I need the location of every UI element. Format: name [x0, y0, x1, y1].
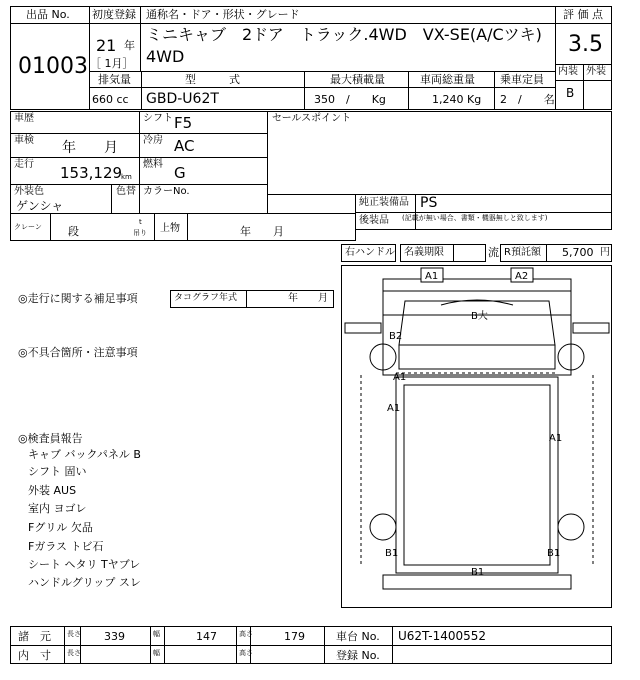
mark-b1-right-rear: B1 — [547, 548, 561, 559]
length-label: 長さ — [67, 630, 81, 638]
name-label: 通称名・ドア・形状・グレード — [146, 8, 300, 21]
grade-label: 評 価 点 — [563, 8, 603, 21]
first-reg-year: 21 — [96, 36, 117, 55]
r-tax-value: 5,700 — [562, 246, 594, 259]
grade-value: 3.5 — [568, 32, 603, 57]
right-hand-label: 右ハンドル — [345, 247, 395, 258]
height-label: 高さ — [239, 630, 253, 638]
color-no-label: 色替 — [116, 186, 136, 197]
crane-stage: 段 — [68, 225, 79, 238]
flow-label: 流 — [488, 246, 499, 259]
inspection-value: 年 月 — [62, 140, 118, 156]
shift-label: シフト — [143, 113, 173, 124]
ext-color-value: ゲンシャ — [16, 199, 64, 213]
body-value: 年 月 — [240, 225, 284, 238]
chassis-value: U62T-1400552 — [398, 629, 487, 643]
width-label: 幅 — [153, 630, 160, 638]
sales-point-label: セールスポイント — [272, 113, 352, 124]
color-code-label: カラーNo. — [143, 186, 190, 197]
displacement-value: 660 cc — [92, 93, 129, 106]
displacement-label: 排気量 — [98, 73, 131, 86]
model-value: GBD-U62T — [146, 91, 219, 107]
year-unit: 年 — [124, 39, 135, 52]
int-length-label: 長さ — [67, 649, 81, 657]
int-width-label: 幅 — [153, 649, 160, 657]
body-label: 上物 — [160, 223, 180, 234]
mileage-label: 走行 — [14, 159, 34, 170]
driving-remarks-title: ◎走行に関する補足事項 — [18, 292, 138, 305]
oem-value: PS — [420, 195, 438, 211]
mark-a1-left-door: A1 — [393, 372, 407, 383]
int-height-label: 高さ — [239, 649, 253, 657]
crane-label: クレーン — [14, 223, 42, 231]
mark-a1-front-left: A1 — [425, 271, 439, 282]
mark-b1-left-rear: B1 — [385, 548, 399, 559]
length-value: 339 — [104, 630, 125, 643]
max-load-value: 350 / Kg — [314, 93, 386, 106]
mark-b1-rear: B1 — [471, 567, 485, 578]
yen-label: 円 — [600, 247, 610, 258]
shift-value: F5 — [174, 114, 193, 132]
inspector-line-7: シート ヘタリ Tヤブレ — [28, 558, 141, 571]
ac-value: AC — [174, 137, 195, 155]
reg-no-label: 登録 No. — [336, 649, 380, 662]
max-load-label: 最大積載量 — [330, 73, 385, 86]
aftermarket-label: 後装品 — [359, 215, 389, 226]
oem-label: 純正装備品 — [359, 197, 409, 208]
truck-diagram — [341, 265, 612, 608]
mileage-unit: km — [121, 173, 132, 181]
mark-b-large-roof: B大 — [471, 311, 488, 322]
inspector-line-6: Fガラス トビ石 — [28, 540, 104, 553]
interior-grade: B — [566, 86, 575, 100]
car-name-line2: 4WD — [146, 47, 185, 66]
crane-hang: 吊り — [133, 229, 147, 237]
model-label: 型 式 — [185, 73, 240, 86]
crane-row — [10, 213, 356, 241]
ext-color-label: 外装色 — [14, 186, 44, 197]
chassis-label: 車台 No. — [336, 630, 380, 643]
specs-label: 諸 元 — [18, 630, 51, 643]
mileage-value: 153,129 — [60, 164, 123, 182]
inspector-line-5: Fグリル 欠品 — [28, 521, 93, 534]
interior-dim-label: 内 寸 — [18, 649, 51, 662]
mark-a1-right-bed: A1 — [549, 433, 563, 444]
interior-label: 内装 — [558, 66, 578, 77]
gross-weight-value: 1,240 Kg — [432, 93, 482, 106]
capacity-value: 2 / 名 — [500, 93, 555, 106]
inspector-title: ◎検査員報告 — [18, 432, 83, 445]
lot-label: 出品 No. — [26, 8, 70, 21]
fuel-label: 燃料 — [143, 159, 163, 170]
inspector-line-2: シフト 固い — [28, 465, 87, 478]
mark-a2-front-right: A2 — [515, 271, 529, 282]
first-reg-label: 初度登録 — [92, 8, 136, 21]
fuel-value: G — [174, 164, 186, 182]
lot-number: 01003 — [18, 54, 88, 79]
inspector-line-8: ハンドルグリップ スレ — [28, 576, 141, 589]
ac-label: 冷房 — [143, 135, 163, 146]
first-reg-month: ［ 1月］ — [90, 57, 134, 70]
name-change-label: 名義期限 — [404, 247, 444, 258]
gross-weight-label: 車両総重量 — [420, 73, 475, 86]
width-value: 147 — [196, 630, 217, 643]
inspector-line-3: 外装 AUS — [28, 484, 77, 497]
tachograph-label: タコグラフ年式 — [174, 293, 238, 303]
car-name-line1: ミニキャブ 2ドア トラック.4WD VX-SE(A/Cツキ) — [146, 25, 542, 44]
history-label: 車歴 — [14, 113, 34, 124]
tachograph-value: 年 月 — [288, 293, 328, 304]
inspector-line-1: キャブ バックパネル B — [28, 448, 141, 461]
defects-title: ◎不具合箇所・注意事項 — [18, 346, 138, 359]
aftermarket-note: (記載が無い場合、書類・機器無しと致します) — [402, 214, 548, 222]
crane-t: t — [139, 218, 142, 226]
mark-b2-cab: B2 — [389, 331, 403, 342]
height-value: 179 — [284, 630, 305, 643]
r-tax-label: R預託額 — [504, 247, 541, 258]
mark-a1-left-bed: A1 — [387, 403, 401, 414]
inspector-line-4: 室内 ヨゴレ — [28, 502, 87, 515]
inspection-label: 車検 — [14, 135, 34, 146]
exterior-label: 外装 — [586, 66, 606, 77]
capacity-label: 乗車定員 — [500, 73, 544, 86]
